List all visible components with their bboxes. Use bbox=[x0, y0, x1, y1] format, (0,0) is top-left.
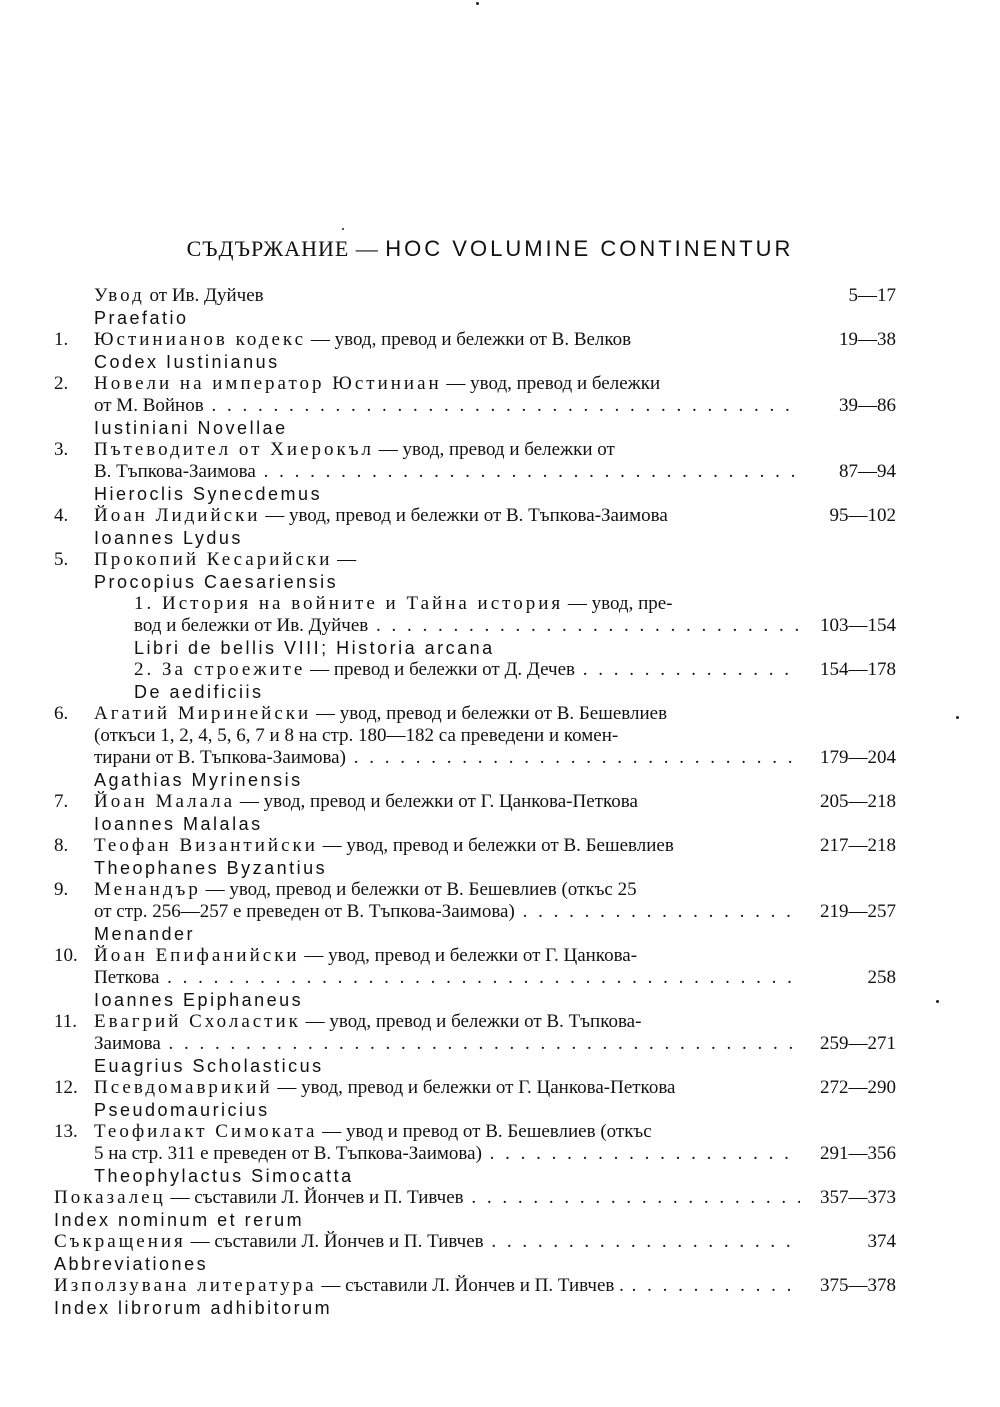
entry-description: от М. Войнов bbox=[94, 395, 204, 416]
entry-number: 10. bbox=[54, 945, 78, 966]
entry-number: 11. bbox=[54, 1011, 78, 1032]
toc-entry-continuation bbox=[54, 395, 896, 417]
entry-description: — bbox=[332, 549, 357, 570]
entry-latin-title: Theophanes Byzantius bbox=[94, 858, 328, 878]
entry-description: — съставили Л. Йончев и П. Тивчев bbox=[165, 1187, 464, 1208]
entry-heading: Менандър bbox=[94, 879, 201, 900]
entry-description: В. Тъпкова-Заимова bbox=[94, 461, 256, 482]
entry-latin-title: Ioannes Malalas bbox=[94, 814, 263, 834]
toc-back-entry bbox=[54, 1187, 896, 1209]
entry-pages: 205—218 bbox=[820, 791, 896, 812]
entry-latin-title: Hieroclis Synecdemus bbox=[94, 484, 323, 504]
entry-latin-title: Index nominum et rerum bbox=[54, 1210, 305, 1230]
entry-heading: 2. За строежите bbox=[134, 659, 306, 680]
page-speck bbox=[936, 1000, 939, 1003]
entry-description: — увод, превод и бележки от bbox=[374, 439, 615, 460]
entry-heading: Съкращения bbox=[54, 1231, 186, 1252]
entry-latin-title: Ioannes Lydus bbox=[94, 528, 243, 548]
toc-subentry-continuation bbox=[54, 615, 896, 637]
toc-entry-latin bbox=[54, 483, 896, 505]
entry-text bbox=[94, 703, 896, 725]
entry-pages: 217—218 bbox=[820, 835, 896, 856]
entry-latin-title: Pseudomauricius bbox=[94, 1100, 270, 1120]
entry-description: — увод, превод и бележки от В. Велков bbox=[306, 329, 632, 350]
entry-heading: Йоан Лидийски bbox=[94, 505, 261, 526]
table-of-contents bbox=[54, 285, 896, 1319]
title-cyrillic: СЪДЪРЖАНИЕ bbox=[186, 236, 350, 261]
toc-entry-latin bbox=[54, 527, 896, 549]
entry-pages: 258 bbox=[867, 967, 896, 988]
entry-latin-title: Ioannes Epiphaneus bbox=[94, 990, 304, 1010]
toc-subentry-latin bbox=[54, 637, 896, 659]
toc-entry bbox=[54, 1011, 896, 1033]
entry-description: — увод, превод и бележки от В. Бешевлиев bbox=[317, 835, 674, 856]
entry-latin-title: Codex Iustinianus bbox=[94, 352, 280, 372]
entry-description: — увод, превод и бележки от В. Тъпкова- bbox=[300, 1011, 642, 1032]
entry-pages: 154—178 bbox=[820, 659, 896, 680]
entry-pages: 272—290 bbox=[820, 1077, 896, 1098]
entry-description: тирани от В. Тъпкова-Заимова) bbox=[94, 747, 346, 768]
entry-heading: Псевдомаврикий bbox=[94, 1077, 273, 1098]
toc-entry-continuation bbox=[54, 461, 896, 483]
entry-latin-title: De aedificiis bbox=[134, 682, 264, 702]
entry-text bbox=[94, 285, 800, 307]
page-speck bbox=[342, 228, 344, 230]
entry-text bbox=[94, 1143, 800, 1165]
entry-text bbox=[94, 461, 800, 483]
entry-heading: Евагрий Схоластик bbox=[94, 1011, 301, 1032]
entry-heading: Прокопий Кесарийски bbox=[94, 549, 333, 570]
entry-text bbox=[134, 615, 800, 637]
entry-heading: Йоан Малала bbox=[94, 791, 236, 812]
entry-latin-title: Theophylactus Simocatta bbox=[94, 1166, 354, 1186]
toc-entry-latin bbox=[54, 769, 896, 791]
entry-number: 2. bbox=[54, 373, 69, 394]
entry-pages: 259—271 bbox=[820, 1033, 896, 1054]
toc-entry-continuation bbox=[54, 967, 896, 989]
entry-heading: Агатий Миринейски bbox=[94, 703, 312, 724]
entry-pages: 19—38 bbox=[839, 329, 896, 350]
toc-entry-latin bbox=[54, 1165, 896, 1187]
entry-text bbox=[54, 1231, 800, 1253]
entry-text bbox=[94, 439, 896, 461]
entry-number: 3. bbox=[54, 439, 69, 460]
entry-heading: Новели на император Юстиниан bbox=[94, 373, 442, 394]
toc-entry bbox=[54, 373, 896, 395]
entry-text bbox=[54, 1275, 800, 1297]
entry-heading: Пътеводител от Хиерокъл bbox=[94, 439, 375, 460]
toc-back-entry bbox=[54, 1231, 896, 1253]
entry-description: — увод и превод от В. Бешевлиев (откъс bbox=[317, 1121, 652, 1142]
entry-text bbox=[94, 1121, 896, 1143]
toc-entry-latin bbox=[54, 351, 896, 373]
toc-subentry bbox=[54, 593, 896, 615]
entry-description: — увод, превод и бележки от В. Бешевлиев (откъс 25 bbox=[200, 879, 637, 900]
entry-latin-title: Menander bbox=[94, 924, 196, 944]
toc-entry bbox=[54, 879, 896, 901]
entry-text bbox=[94, 879, 896, 901]
entry-text bbox=[54, 1187, 800, 1209]
entry-pages: 179—204 bbox=[820, 747, 896, 768]
entry-latin-title: Iustiniani Novellae bbox=[94, 418, 288, 438]
toc-entry-latin bbox=[54, 417, 896, 439]
entry-description: от стр. 256—257 е преведен от В. Тъпкова-Заимова) bbox=[94, 901, 515, 922]
toc-entry-latin bbox=[54, 857, 896, 879]
entry-description: — увод, превод и бележки от В. Тъпкова-Заимова bbox=[260, 505, 668, 526]
entry-text bbox=[94, 395, 800, 417]
entry-text bbox=[94, 901, 800, 923]
toc-entry-continuation bbox=[54, 747, 896, 769]
entry-pages: 87—94 bbox=[839, 461, 896, 482]
toc-entry bbox=[54, 439, 896, 461]
entry-number: 8. bbox=[54, 835, 69, 856]
entry-text bbox=[134, 593, 896, 615]
toc-entry bbox=[54, 835, 896, 857]
toc-entry-continuation bbox=[54, 1143, 896, 1165]
page-speck bbox=[476, 2, 479, 5]
entry-text bbox=[94, 1033, 800, 1055]
entry-description: вод и бележки от Ив. Дуйчев bbox=[134, 615, 369, 636]
entry-description: — превод и бележки от Д. Дечев bbox=[305, 659, 576, 680]
entry-latin-title: Libri de bellis VIII; Historia arcana bbox=[134, 638, 495, 658]
entry-description: — увод, превод и бележки от Г. Цанкова- bbox=[299, 945, 638, 966]
entry-text bbox=[94, 549, 800, 571]
entry-number: 6. bbox=[54, 703, 69, 724]
toc-entry bbox=[54, 285, 896, 307]
entry-description: Петкова bbox=[94, 967, 160, 988]
entry-number: 12. bbox=[54, 1077, 78, 1098]
entry-number: 5. bbox=[54, 549, 69, 570]
entry-description: — увод, превод и бележки от Г. Цанкова-Петкова bbox=[272, 1077, 676, 1098]
toc-back-entry bbox=[54, 1275, 896, 1297]
entry-latin-title: Abbreviationes bbox=[54, 1254, 209, 1274]
entry-heading: Теофилакт Симоката bbox=[94, 1121, 318, 1142]
toc-entry bbox=[54, 1077, 896, 1099]
page-speck bbox=[956, 716, 959, 719]
toc-entry-latin bbox=[54, 1055, 896, 1077]
entry-latin-title: Praefatio bbox=[94, 308, 189, 328]
entry-pages: 95—102 bbox=[829, 505, 896, 526]
entry-pages: 39—86 bbox=[839, 395, 896, 416]
entry-text bbox=[94, 725, 896, 747]
toc-entry-continuation bbox=[54, 901, 896, 923]
entry-description: Заимова bbox=[94, 1033, 161, 1054]
entry-number: 9. bbox=[54, 879, 69, 900]
entry-heading: Увод bbox=[94, 285, 145, 306]
entry-heading: Йоан Епифанийски bbox=[94, 945, 300, 966]
entry-number: 13. bbox=[54, 1121, 78, 1142]
entry-description: — увод, превод и бележки от В. Бешевлиев bbox=[311, 703, 668, 724]
entry-description: от Ив. Дуйчев bbox=[144, 285, 264, 306]
entry-text bbox=[94, 945, 896, 967]
entry-heading: Показалец bbox=[54, 1187, 166, 1208]
toc-back-latin bbox=[54, 1209, 896, 1231]
entry-text bbox=[94, 1077, 800, 1099]
entry-description: — увод, превод и бележки от Г. Цанкова-Петкова bbox=[235, 791, 638, 812]
toc-entry-latin bbox=[54, 571, 896, 593]
entry-pages: 357—373 bbox=[820, 1187, 896, 1208]
entry-pages: 375—378 bbox=[820, 1275, 896, 1296]
toc-entry-latin bbox=[54, 989, 896, 1011]
page-title bbox=[0, 236, 980, 262]
toc-entry-continuation bbox=[54, 1033, 896, 1055]
entry-pages: 5—17 bbox=[848, 285, 896, 306]
toc-entry-latin bbox=[54, 307, 896, 329]
entry-text bbox=[94, 835, 800, 857]
toc-entry-latin bbox=[54, 813, 896, 835]
entry-description: — съставили Л. Йончев и П. Тивчев bbox=[185, 1231, 484, 1252]
entry-description: 5 на стр. 311 е преведен от В. Тъпкова-Заимова) bbox=[94, 1143, 482, 1164]
toc-entry bbox=[54, 549, 896, 571]
toc-back-latin bbox=[54, 1253, 896, 1275]
entry-pages: 219—257 bbox=[820, 901, 896, 922]
title-dash: — bbox=[355, 236, 379, 261]
entry-heading: Използувана литература bbox=[54, 1275, 317, 1296]
entry-text bbox=[94, 1011, 896, 1033]
toc-entry-continuation bbox=[54, 725, 896, 747]
entry-latin-title: Procopius Caesariensis bbox=[94, 572, 339, 592]
entry-text bbox=[94, 373, 896, 395]
entry-latin-title: Agathias Myrinensis bbox=[94, 770, 303, 790]
entry-text bbox=[94, 747, 800, 769]
toc-entry bbox=[54, 505, 896, 527]
toc-entry bbox=[54, 791, 896, 813]
entry-description: — увод, превод и бележки bbox=[441, 373, 661, 394]
entry-pages: 103—154 bbox=[820, 615, 896, 636]
entry-latin-title: Euagrius Scholasticus bbox=[94, 1056, 324, 1076]
toc-entry-latin bbox=[54, 923, 896, 945]
entry-text bbox=[94, 791, 800, 813]
toc-entry bbox=[54, 703, 896, 725]
entry-text bbox=[94, 967, 800, 989]
title-latin: HOC VOLUMINE CONTINENTUR bbox=[385, 236, 794, 261]
entry-description: — увод, пре- bbox=[563, 593, 673, 614]
toc-back-latin bbox=[54, 1297, 896, 1319]
entry-text bbox=[94, 329, 800, 351]
toc-entry bbox=[54, 1121, 896, 1143]
entry-heading: Теофан Византийски bbox=[94, 835, 318, 856]
entry-text bbox=[94, 505, 800, 527]
toc-entry-latin bbox=[54, 1099, 896, 1121]
entry-text bbox=[134, 659, 800, 681]
entry-description: — съставили Л. Йончев и П. Тивчев . bbox=[316, 1275, 624, 1296]
entry-description: (откъси 1, 2, 4, 5, 6, 7 и 8 на стр. 180—182 са преведени и комен- bbox=[94, 725, 619, 746]
entry-number: 1. bbox=[54, 329, 69, 350]
entry-heading: Юстинианов кодекс bbox=[94, 329, 307, 350]
entry-pages: 374 bbox=[867, 1231, 896, 1252]
entry-heading: 1. История на войните и Тайна история bbox=[134, 593, 564, 614]
toc-subentry bbox=[54, 659, 896, 681]
entry-pages: 291—356 bbox=[820, 1143, 896, 1164]
toc-subentry-latin bbox=[54, 681, 896, 703]
entry-latin-title: Index librorum adhibitorum bbox=[54, 1298, 333, 1318]
toc-entry bbox=[54, 329, 896, 351]
entry-number: 4. bbox=[54, 505, 69, 526]
entry-number: 7. bbox=[54, 791, 69, 812]
toc-entry bbox=[54, 945, 896, 967]
